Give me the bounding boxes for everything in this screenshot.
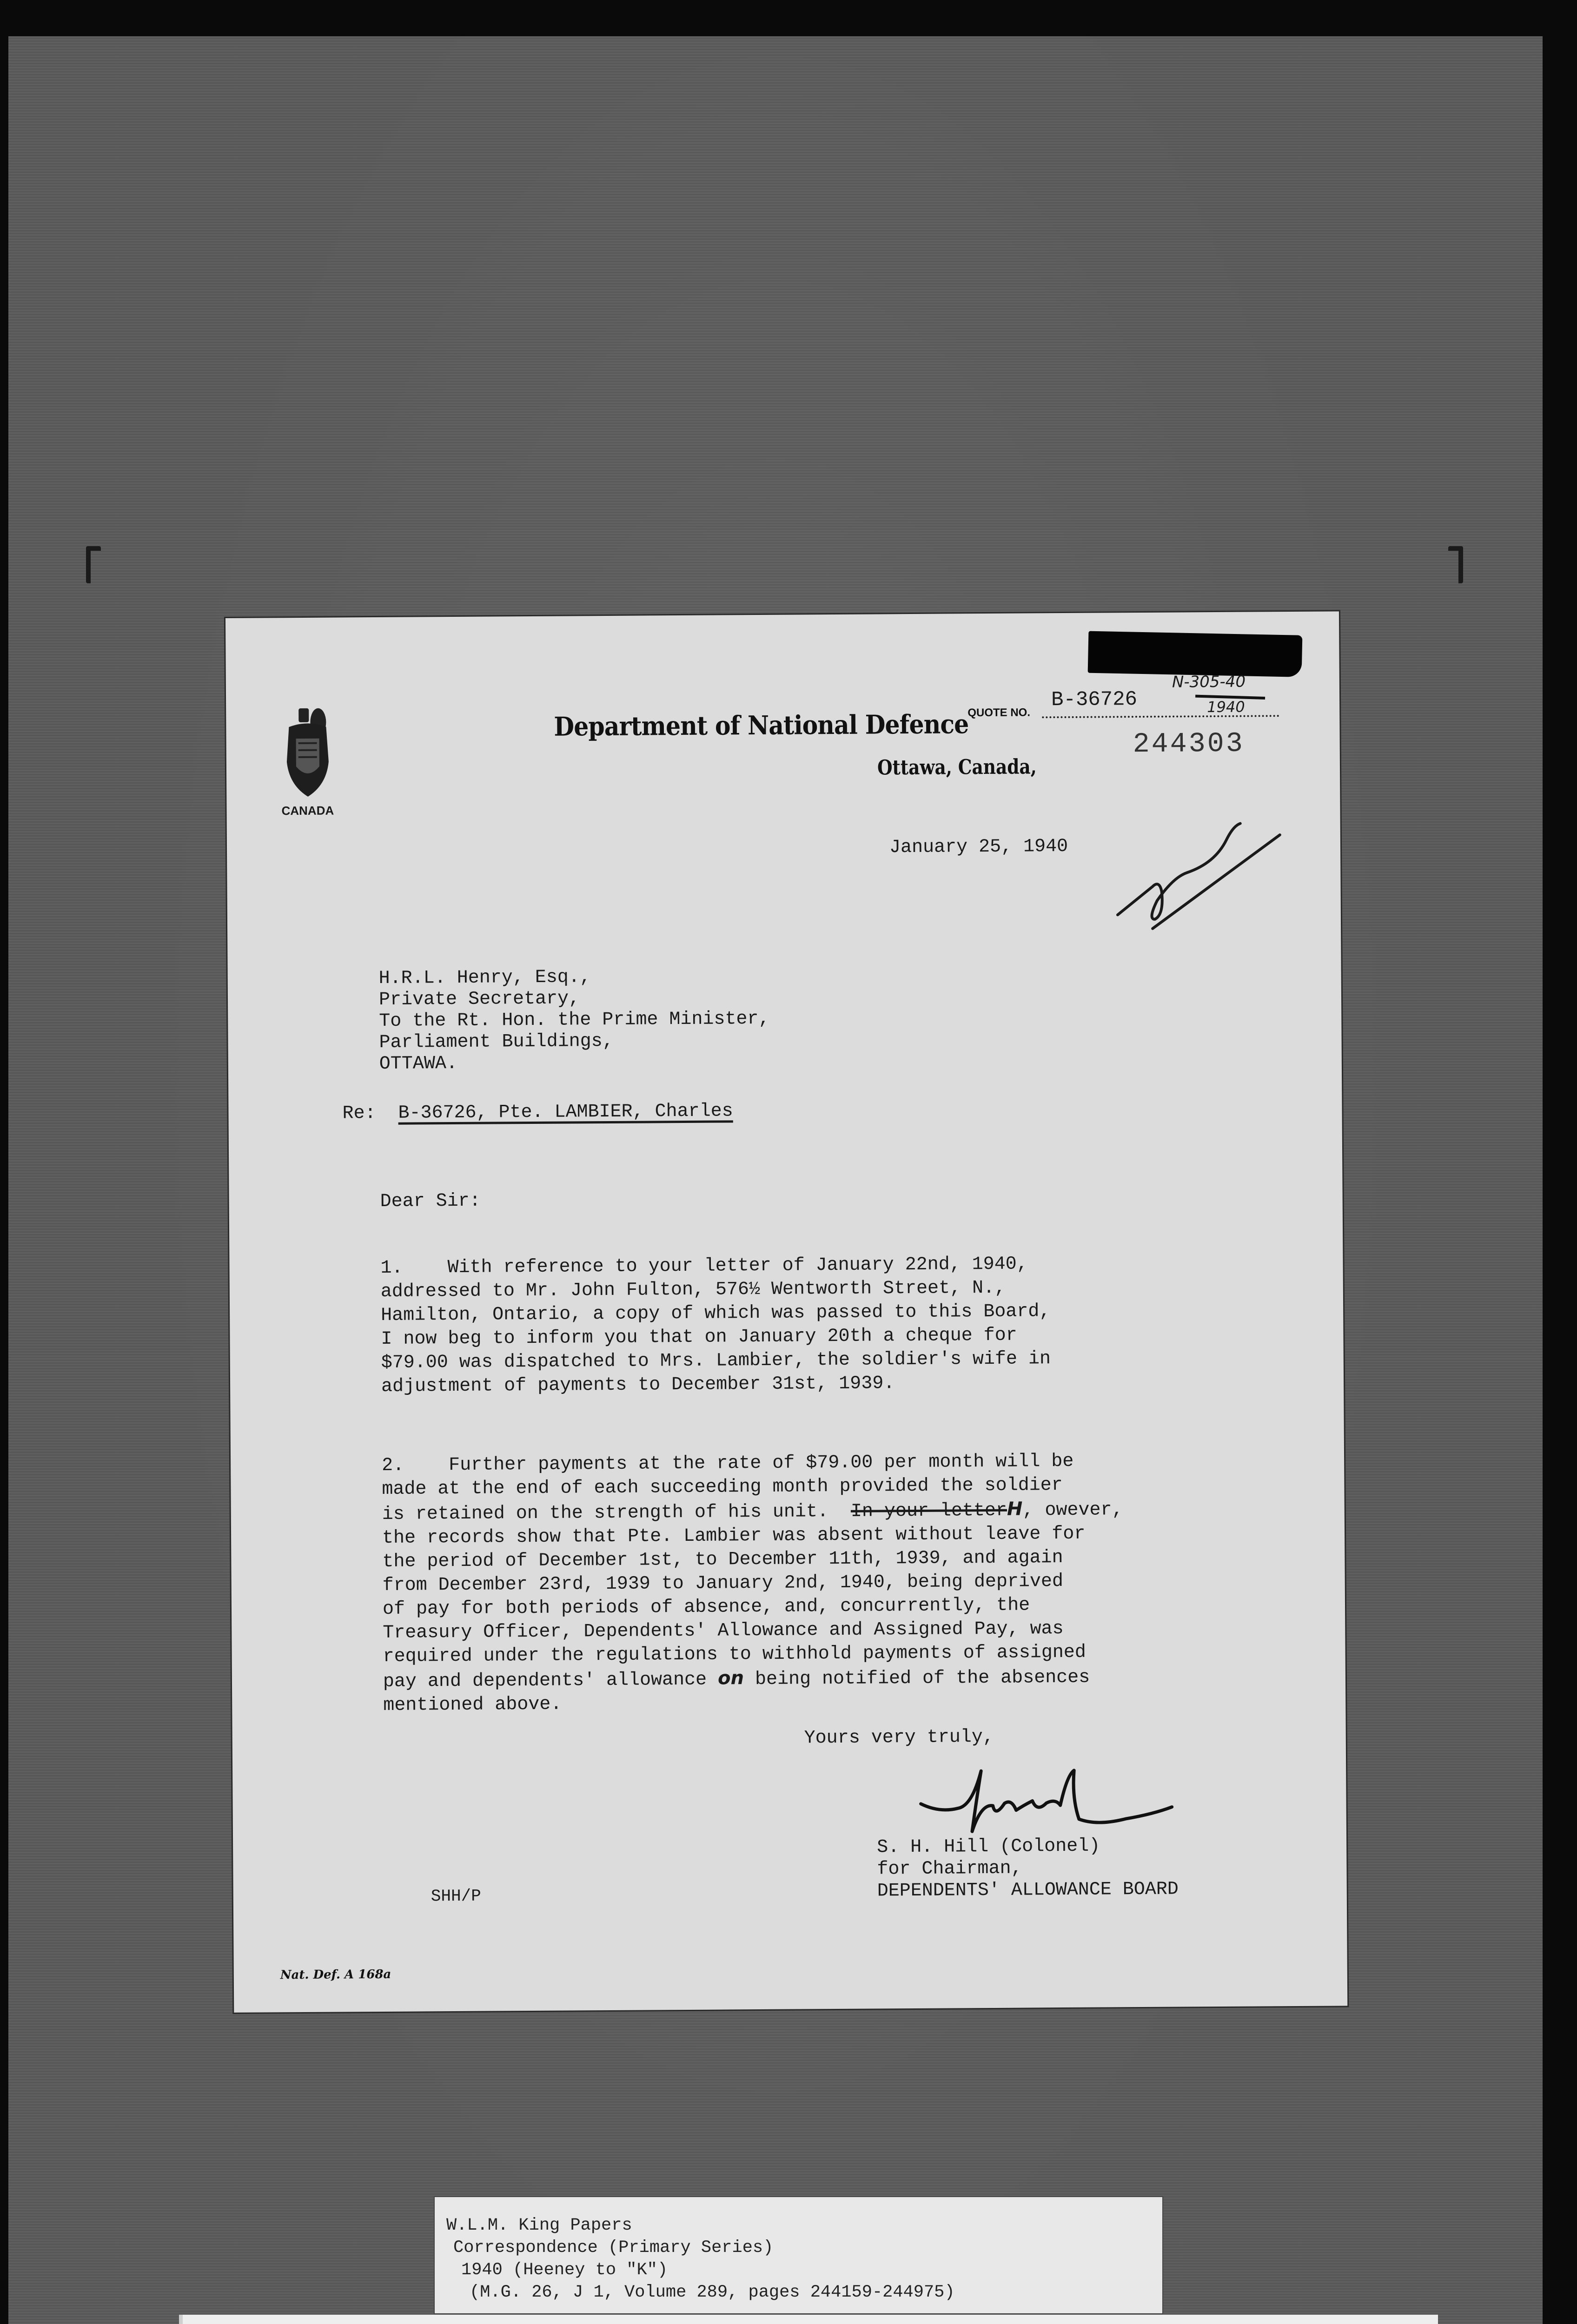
- paragraph-line: addressed to Mr. John Fulton, 576½ Wentworth Street, N.,: [380, 1277, 1006, 1302]
- public-archives-card: [179, 2315, 1438, 2324]
- registration-mark-left: [86, 546, 101, 583]
- paragraph-text: is retained on the strength of his unit.: [382, 1501, 851, 1525]
- paragraph-line: made at the end of each succeeding month provided the soldier: [382, 1475, 1063, 1500]
- signer-role: for Chairman,: [877, 1858, 1022, 1880]
- salutation: Dear Sir:: [380, 1190, 481, 1212]
- handwritten-file-number: N-305-40: [1172, 672, 1246, 692]
- letter-date: January 25, 1940: [889, 836, 1068, 858]
- crest-label: CANADA: [281, 803, 334, 818]
- signature-icon: [911, 1760, 1219, 1841]
- registration-mark-right: [1448, 546, 1463, 583]
- address-line: Private Secretary,: [378, 988, 580, 1010]
- paragraph-line: from December 23rd, 1939 to January 2nd, 1940, being deprived: [382, 1571, 1064, 1596]
- paragraph-text: being notified of the absences: [743, 1667, 1090, 1690]
- handwritten-correction: H: [1007, 1498, 1023, 1520]
- paragraph-line: the period of December 1st, to December 11th, 1939, and again: [382, 1547, 1063, 1572]
- paragraph-number: 1.: [380, 1257, 403, 1279]
- paragraph-line: Treasury Officer, Dependents' Allowance and Assigned Pay, was: [383, 1618, 1064, 1644]
- reference-line: W.L.M. King Papers: [446, 2216, 632, 2235]
- signer-name: S. H. Hill (Colonel): [877, 1835, 1100, 1858]
- paragraph-line: adjustment of payments to December 31st, 1939.: [381, 1373, 895, 1397]
- letterhead-location: Ottawa, Canada,: [877, 755, 1037, 780]
- paragraph-number: 2.: [382, 1455, 404, 1476]
- subject-line: [342, 1101, 733, 1124]
- department-title: Department of National Defence: [554, 709, 969, 742]
- quote-number-label: QUOTE NO.: [967, 706, 1031, 720]
- handwritten-initials-icon: [1107, 779, 1294, 933]
- archive-stamp-number: 244303: [1133, 728, 1245, 761]
- collection-reference-card: [435, 2197, 1162, 2313]
- redaction-block: [1088, 631, 1303, 677]
- signature-block: [877, 1835, 1179, 1902]
- subject-prefix: Re:: [342, 1103, 376, 1124]
- coat-of-arms-icon: [282, 706, 333, 799]
- paragraph-text: pay and dependents' allowance: [383, 1669, 718, 1692]
- reference-line: Correspondence (Primary Series): [453, 2238, 774, 2258]
- reference-line: 1940 (Heeney to "K"): [461, 2260, 668, 2280]
- handwritten-insertion: on: [717, 1667, 744, 1689]
- reference-line: (M.G. 26, J 1, Volume 289, pages 244159-244975): [470, 2283, 955, 2302]
- form-number: Nat. Def. A 168a: [280, 1967, 391, 1982]
- paragraph-line: $79.00 was dispatched to Mrs. Lambier, the soldier's wife in: [381, 1348, 1051, 1373]
- paragraph-1: [380, 1252, 1051, 1399]
- handwritten-year: 1940: [1207, 698, 1245, 716]
- paragraph-text: , owever,: [1022, 1499, 1123, 1521]
- paragraph-line: required under the regulations to withhold payments of assigned: [383, 1642, 1087, 1667]
- recipient-address: [379, 966, 770, 1075]
- paragraph-line: the records show that Pte. Lambier was absent without leave for: [382, 1523, 1086, 1549]
- reference-initials: SHH/P: [431, 1886, 481, 1906]
- subject-text: B-36726, Pte. LAMBIER, Charles: [398, 1101, 733, 1124]
- quote-number-value: B-36726: [1051, 688, 1138, 712]
- address-line: OTTAWA.: [379, 1053, 458, 1075]
- signer-organization: DEPENDENTS' ALLOWANCE BOARD: [877, 1879, 1179, 1902]
- closing: Yours very truly,: [804, 1726, 994, 1749]
- struck-text: In your letter: [850, 1500, 1007, 1522]
- paragraph-line: Hamilton, Ontario, a copy of which was passed to this Board,: [381, 1301, 1051, 1326]
- paragraph-line: Further payments at the rate of $79.00 per month will be: [449, 1451, 1074, 1476]
- paragraph-line: I now beg to inform you that on January 20th a cheque for: [381, 1325, 1017, 1350]
- address-line: H.R.L. Henry, Esq.,: [378, 967, 591, 989]
- paragraph-line: mentioned above.: [383, 1694, 562, 1716]
- address-line: Parliament Buildings,: [379, 1030, 614, 1053]
- paragraph-2: [382, 1449, 1124, 1717]
- address-line: To the Rt. Hon. the Prime Minister,: [379, 1008, 770, 1032]
- paragraph-line: of pay for both periods of absence, and, concurrently, the: [382, 1595, 1030, 1620]
- letter-page: [225, 611, 1347, 2013]
- paragraph-line: With reference to your letter of January 22nd, 1940,: [447, 1254, 1028, 1279]
